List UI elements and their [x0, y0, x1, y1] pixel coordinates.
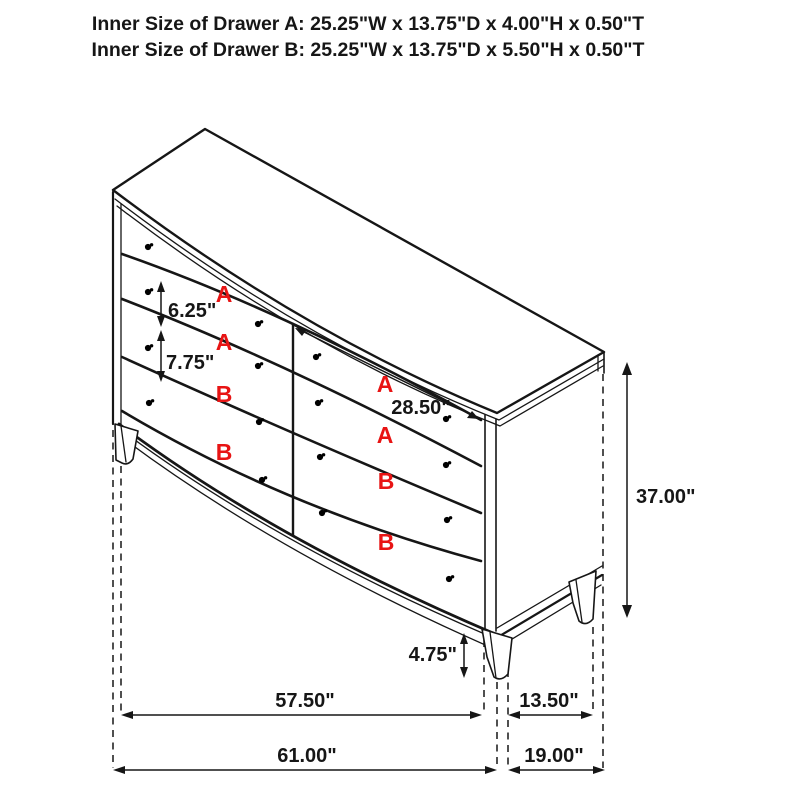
dim-label-overall-depth: 19.00" — [524, 745, 584, 767]
drawer-knob-icon — [255, 320, 263, 327]
dresser-drawing — [113, 129, 604, 679]
dim-label-section-width: 28.50" — [391, 397, 451, 419]
dim-label-overall-width: 61.00" — [277, 745, 337, 767]
drawer-knob-icon — [145, 243, 153, 250]
inner-size-drawer-a-text: Inner Size of Drawer A: 25.25"W x 13.75"D x 4.00"H x 0.50"T — [91, 13, 645, 35]
drawer-letter-left-2: A — [215, 329, 233, 355]
dim-label-side-leg-span: 13.50" — [519, 690, 579, 712]
drawer-knob-icon — [443, 461, 451, 468]
dim-label-leg-height: 4.75" — [408, 644, 457, 666]
drawer-knob-icon — [319, 509, 327, 516]
drawer-letter-right-1: A — [376, 371, 394, 397]
drawer-knob-icon — [256, 418, 264, 425]
dim-label-overall-height: 37.00" — [636, 486, 696, 508]
drawer-knob-icon — [145, 344, 153, 351]
drawer-knob-icon — [146, 399, 154, 406]
drawer-letter-left-1: A — [215, 281, 233, 307]
drawer-knob-icon — [313, 353, 321, 360]
drawer-letter-left-4: B — [215, 439, 233, 465]
drawer-letter-right-4: B — [377, 529, 395, 555]
drawer-knob-icon — [317, 453, 325, 460]
drawer-letter-right-3: B — [377, 468, 395, 494]
drawer-knob-icon — [446, 575, 454, 582]
drawer-letter-right-2: A — [376, 422, 394, 448]
dim-label-drawer-b-height: 7.75" — [166, 352, 215, 374]
inner-size-drawer-b-text: Inner Size of Drawer B: 25.25"W x 13.75"D x 5.50"H x 0.50"T — [91, 39, 645, 61]
dim-label-drawer-a-height: 6.25" — [168, 300, 217, 322]
drawer-letter-left-3: B — [215, 381, 233, 407]
front-right-leg — [482, 629, 512, 679]
drawer-knob-icon — [255, 362, 263, 369]
back-right-leg — [569, 571, 596, 624]
drawer-knob-icon — [315, 399, 323, 406]
drawer-knob-icon — [444, 516, 452, 523]
dim-label-front-leg-span: 57.50" — [275, 690, 335, 712]
drawer-knob-icon — [145, 288, 153, 295]
drawer-knob-icon — [259, 476, 267, 483]
front-left-leg — [115, 424, 138, 464]
drawer-line-b2-bottom — [122, 411, 481, 561]
